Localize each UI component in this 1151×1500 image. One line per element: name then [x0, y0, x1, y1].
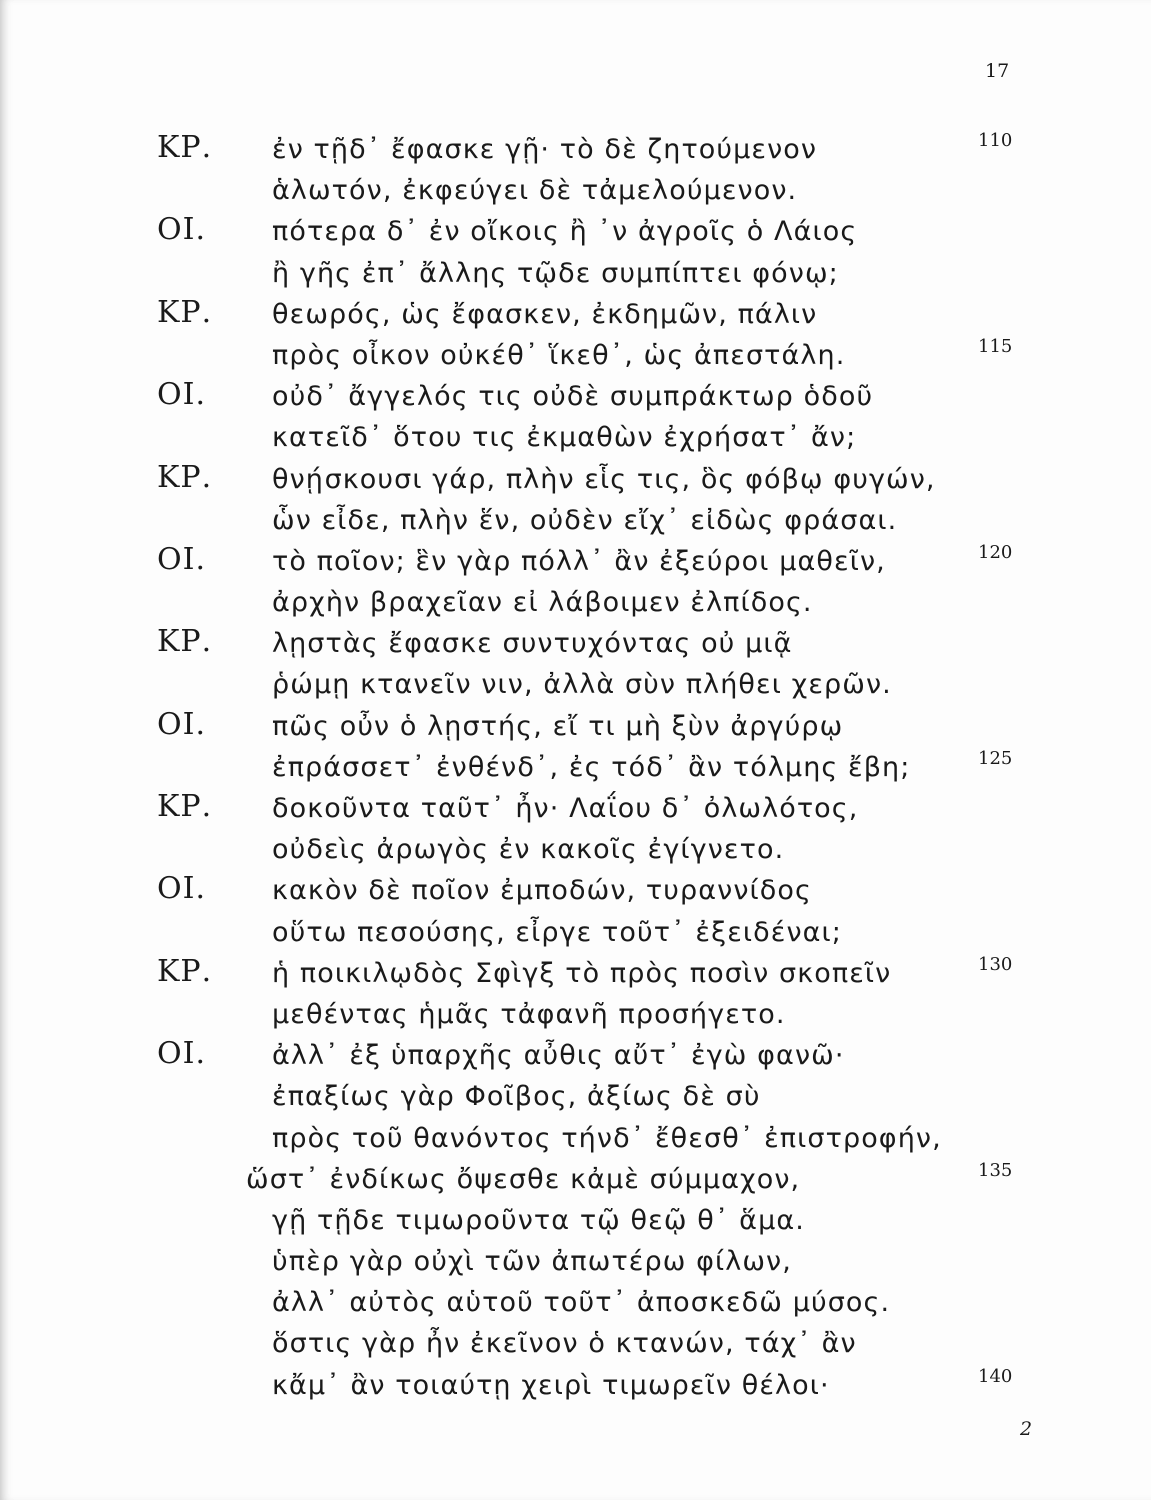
verse-text: ὑπὲρ γὰρ οὐχὶ τῶν ἀπωτέρω φίλων,	[272, 1246, 792, 1278]
speaker-label: ΚΡ.	[157, 953, 213, 989]
speaker-label: ΟΙ.	[157, 377, 206, 413]
verse-text: γῇ τῇδε τιμωροῦντα τῷ θεῷ θ᾽ ἅμα.	[272, 1204, 805, 1236]
verse-text: πρὸς οἶκον οὐκέθ᾽ ἵκεθ᾽, ὡς ἀπεστάλη.	[272, 339, 846, 371]
verse-line	[0, 1075, 1151, 1116]
verse-text: οὐδεὶς ἀρωγὸς ἐν κακοῖς ἐγίγνετο.	[272, 834, 785, 866]
verse-text: ἀρχὴν βραχεῖαν εἰ λάβοιμεν ἐλπίδος.	[272, 587, 813, 619]
verse-text: πῶς οὖν ὁ λῃστής, εἴ τι μὴ ξὺν ἀργύρῳ	[272, 710, 844, 742]
speaker-label: ΟΙ.	[157, 541, 206, 577]
verse-text: ὥστ᾽ ἐνδίκως ὄψεσθε κἀμὲ σύμμαχον,	[246, 1163, 801, 1195]
verse-line	[0, 1117, 1151, 1158]
verse-line	[0, 952, 1151, 993]
verse-line	[0, 911, 1151, 952]
verse-text: πρὸς τοῦ θανόντος τήνδ᾽ ἔθεσθ᾽ ἐπιστροφήν,	[272, 1122, 942, 1154]
verse-line	[0, 705, 1151, 746]
verse-line	[0, 128, 1151, 169]
verse-text: θεωρός, ὡς ἔφασκεν, ἐκδημῶν, πάλιν	[272, 298, 818, 330]
verse-text: δοκοῦντα ταῦτ᾽ ἦν· Λαΐου δ᾽ ὀλωλότος,	[272, 793, 859, 824]
line-number: 115	[978, 335, 1013, 357]
verse-text: κακὸν δὲ ποῖον ἐμποδών, τυραννίδος	[272, 875, 812, 907]
verse-text: ὧν εἶδε, πλὴν ἕν, οὐδὲν εἴχ᾽ εἰδὼς φράσαι.	[272, 504, 898, 536]
verse-text: ἐπαξίως γὰρ Φοῖβος, ἀξίως δὲ σὺ	[272, 1081, 761, 1113]
verse-text: ἐν τῇδ᾽ ἔφασκε γῇ· τὸ δὲ ζητούμενον	[272, 134, 818, 165]
verse-line	[0, 1158, 1151, 1199]
verse-text: οὐδ᾽ ἄγγελός τις οὐδὲ συμπράκτωρ ὁδοῦ	[272, 381, 874, 413]
verse-line	[0, 663, 1151, 704]
line-number: 135	[978, 1159, 1013, 1181]
line-number: 140	[978, 1365, 1013, 1387]
signature-mark: 2	[1020, 1418, 1033, 1440]
verse-text: πότερα δ᾽ ἐν οἴκοις ἢ ᾽ν ἀγροῖς ὁ Λάιος	[272, 216, 858, 248]
verse-text: τὸ ποῖον; ἓν γὰρ πόλλ᾽ ἂν ἐξεύροι μαθεῖν,	[272, 545, 886, 577]
verse-line	[0, 1034, 1151, 1075]
speaker-label: ΟΙ.	[157, 871, 206, 907]
verse-text: κἄμ᾽ ἂν τοιαύτῃ χειρὶ τιμωρεῖν θέλοι·	[272, 1369, 830, 1401]
verse-line	[0, 1199, 1151, 1240]
verse-line	[0, 169, 1151, 210]
verse-line	[0, 869, 1151, 910]
verse-line	[0, 540, 1151, 581]
verse-line	[0, 375, 1151, 416]
verse-text: οὕτω πεσούσης, εἶργε τοῦτ᾽ ἐξειδέναι;	[272, 916, 842, 948]
verse-text: ἀλλ᾽ αὐτὸς αὑτοῦ τοῦτ᾽ ἀποσκεδῶ μύσος.	[272, 1287, 891, 1319]
verse-line	[0, 993, 1151, 1034]
verse-text: κατεῖδ᾽ ὅτου τις ἐκμαθὼν ἐχρήσατ᾽ ἄν;	[272, 422, 857, 454]
verse-text: ὅστις γὰρ ἦν ἐκεῖνον ὁ κτανών, τάχ᾽ ἂν	[272, 1328, 857, 1360]
verse-line	[0, 581, 1151, 622]
verse-text: ἀλλ᾽ ἐξ ὑπαρχῆς αὖθις αὔτ᾽ ἐγὼ φανῶ·	[272, 1040, 845, 1072]
verse-line	[0, 252, 1151, 293]
page-number: 17	[985, 60, 1010, 82]
verse-text: ῥώμῃ κτανεῖν νιν, ἀλλὰ σὺν πλήθει χερῶν.	[272, 669, 892, 701]
verse-line	[0, 787, 1151, 828]
verse-line	[0, 622, 1151, 663]
verse-line	[0, 416, 1151, 457]
verse-text: ἐπράσσετ᾽ ἐνθένδ᾽, ἐς τόδ᾽ ἂν τόλμης ἔβη;	[272, 751, 911, 783]
verse-text: λῃστὰς ἔφασκε συντυχόντας οὐ μιᾷ	[272, 628, 793, 660]
verse-line	[0, 746, 1151, 787]
line-number: 125	[978, 747, 1013, 769]
verse-text: ἁλωτόν, ἐκφεύγει δὲ τἀμελούμενον.	[272, 175, 798, 207]
speaker-label: ΟΙ.	[157, 706, 206, 742]
verse-text: ἢ γῆς ἐπ᾽ ἄλλης τῷδε συμπίπτει φόνῳ;	[272, 257, 839, 289]
verse-line	[0, 1364, 1151, 1405]
verse-line	[0, 210, 1151, 251]
speaker-label: ΚΡ.	[157, 459, 213, 495]
verse-line	[0, 458, 1151, 499]
verse-line	[0, 828, 1151, 869]
verse-line	[0, 1281, 1151, 1322]
speaker-label: ΚΡ.	[157, 130, 213, 165]
verse-text: ἡ ποικιλῳδὸς Σφὶγξ τὸ πρὸς ποσὶν σκοπεῖν	[272, 957, 892, 989]
verse-line	[0, 334, 1151, 375]
line-number: 130	[978, 953, 1013, 975]
verse-text: μεθέντας ἡμᾶς τἀφανῆ προσήγετο.	[272, 998, 786, 1030]
verse-line	[0, 293, 1151, 334]
line-number: 110	[978, 130, 1013, 151]
verse-lines	[0, 128, 1151, 1405]
verse-line	[0, 1240, 1151, 1281]
speaker-label: ΚΡ.	[157, 789, 213, 824]
verse-text: θνῄσκουσι γάρ, πλὴν εἷς τις, ὃς φόβῳ φυγών,	[272, 463, 936, 495]
speaker-label: ΟΙ.	[157, 212, 206, 248]
line-number: 120	[978, 541, 1013, 563]
verse-line	[0, 499, 1151, 540]
speaker-label: ΟΙ.	[157, 1036, 206, 1072]
verse-line	[0, 1322, 1151, 1363]
speaker-label: ΚΡ.	[157, 624, 213, 660]
speaker-label: ΚΡ.	[157, 294, 213, 330]
